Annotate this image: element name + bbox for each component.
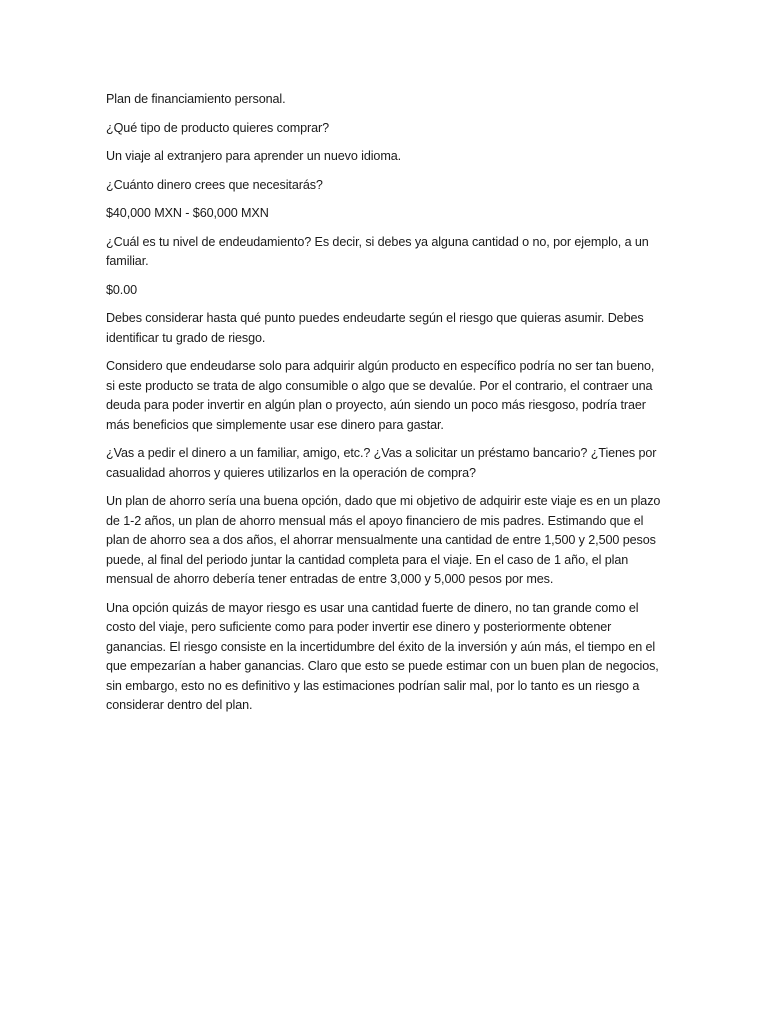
answer-money: $40,000 MXN - $60,000 MXN (106, 206, 269, 220)
document-title: Plan de financiamiento personal. (106, 92, 286, 106)
answer-product: Un viaje al extranjero para aprender un nuevo idioma. (106, 149, 402, 163)
question-product: ¿Qué tipo de producto quieres comprar? (106, 120, 330, 135)
question-money: ¿Cuánto dinero crees que necesitarás? (106, 177, 323, 192)
question-debt: ¿Cuál es tu nivel de endeudamiento? Es decir, si debes ya alguna cantidad o no, por ejemplo, a un familiar. (106, 234, 649, 268)
question-risk: Debes considerar hasta qué punto puedes endeudarte según el riesgo que quieras asumir. Debes identificar tu grado de riesgo. (106, 311, 644, 345)
question-source: ¿Vas a pedir el dinero a un familiar, amigo, etc.? ¿Vas a solicitar un préstamo bancario? ¿Tienes por casualidad ahorros y quieres utilizarlos en la operación de compra? (106, 446, 657, 480)
document-body (106, 90, 666, 725)
answer-savings-plan: Un plan de ahorro sería una buena opción, dado que mi objetivo de adquirir este viaje es en un plazo de 1-2 años, un plan de ahorro mensual más el apoyo financiero de mis padres. Estimando que el plan de ahorro sea a dos años, el ahorrar mensualmente una cantidad de entre 1,500 y 2,500 pesos puede, al final del periodo juntar la cantidad completa para el viaje. En el caso de 1 año, el plan mensual de ahorro debería tener entradas de entre 3,000 y 5,000 pesos por mes. (106, 494, 661, 586)
answer-investment-option: Una opción quizás de mayor riesgo es usar una cantidad fuerte de dinero, no tan grande como el costo del viaje, pero suficiente como para poder invertir ese dinero y posteriormente obtener ganancias. El riesgo consiste en la incertidumbre del éxito de la inversión y aún más, el tiempo en el que empezarían a haber ganancias. Claro que esto se puede estimar con un buen plan de negocios, sin embargo, esto no es definitivo y las estimaciones podrían salir mal, por lo tanto es un riesgo a considerar dentro del plan. (106, 600, 659, 712)
answer-debt: $0.00 (106, 282, 138, 297)
answer-risk: Considero que endeudarse solo para adquirir algún producto en específico podría no ser tan bueno, si este producto se trata de algo consumible o algo que se devalúe. Por el contrario, el contraer una deuda para poder invertir en algún plan o proyecto, aún siendo un poco más riesgoso, podría traer más beneficios que simplemente usar ese dinero para gastar. (106, 359, 655, 432)
